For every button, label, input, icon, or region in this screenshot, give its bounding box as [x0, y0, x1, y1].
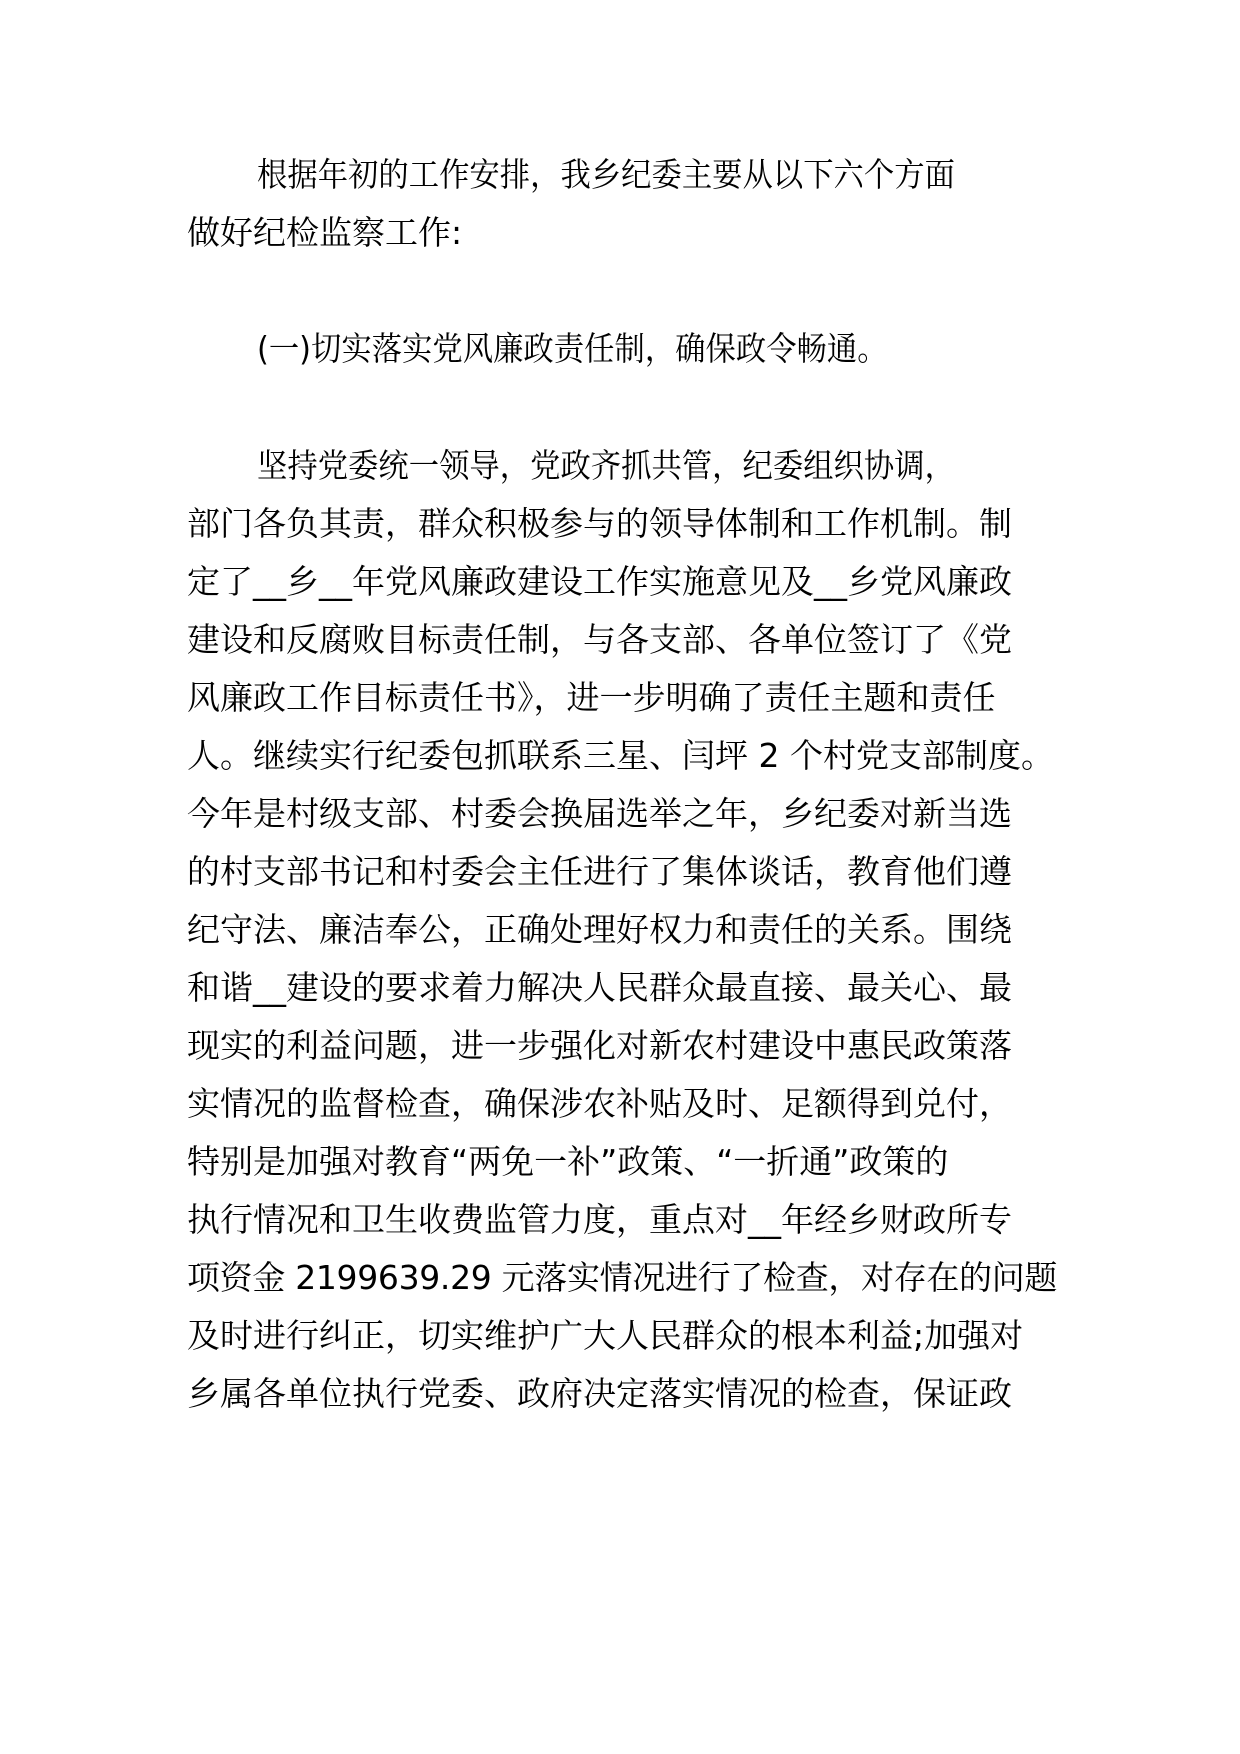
body-line-9: 纪守法、廉洁奉公，正确处理好权力和责任的关系。围绕: [187, 910, 1012, 949]
body-line-8: 的村支部书记和村委会主任进行了集体谈话，教育他们遵: [187, 852, 1012, 891]
body-line-11: 现实的利益问题，进一步强化对新农村建设中惠民政策落: [187, 1026, 1012, 1065]
body-line-7: 今年是村级支部、村委会换届选举之年，乡纪委对新当选: [187, 794, 1012, 833]
body-line-13: 特别是加强对教育“两免一补”政策、“一折通”政策的: [187, 1142, 949, 1181]
body-line-2: 部门各负其责，群众积极参与的领导体制和工作机制。制: [187, 504, 1012, 543]
intro-line-2: 做好纪检监察工作:: [187, 213, 463, 252]
body-line-4: 建设和反腐败目标责任制，与各支部、各单位签订了《党: [187, 620, 1012, 659]
body-line-12: 实情况的监督检查，确保涉农补贴及时、足额得到兑付，: [187, 1084, 1012, 1123]
intro-line-1: 根据年初的工作安排，我乡纪委主要从以下六个方面: [257, 155, 955, 194]
body-line-15: 项资金 2199639.29 元落实情况进行了检查，对存在的问题: [187, 1258, 1058, 1297]
body-line-1: 坚持党委统一领导，党政齐抓共管，纪委组织协调，: [257, 446, 955, 485]
body-line-10: 和谐__建设的要求着力解决人民群众最直接、最关心、最: [187, 968, 1012, 1007]
section-heading: (一)切实落实党风廉政责任制，确保政令畅通。: [257, 329, 888, 368]
body-line-5: 风廉政工作目标责任书》，进一步明确了责任主题和责任: [187, 678, 996, 717]
body-line-16: 及时进行纠正，切实维护广大人民群众的根本利益;加强对: [187, 1316, 1024, 1355]
body-line-3: 定了__乡__年党风廉政建设工作实施意见及__乡党风廉政: [187, 562, 1012, 601]
body-line-14: 执行情况和卫生收费监管力度，重点对__年经乡财政所专: [187, 1200, 1012, 1239]
body-line-17: 乡属各单位执行党委、政府决定落实情况的检查，保证政: [187, 1374, 1012, 1413]
body-line-6: 人。继续实行纪委包抓联系三星、闫坪 2 个村党支部制度。: [187, 736, 1054, 775]
